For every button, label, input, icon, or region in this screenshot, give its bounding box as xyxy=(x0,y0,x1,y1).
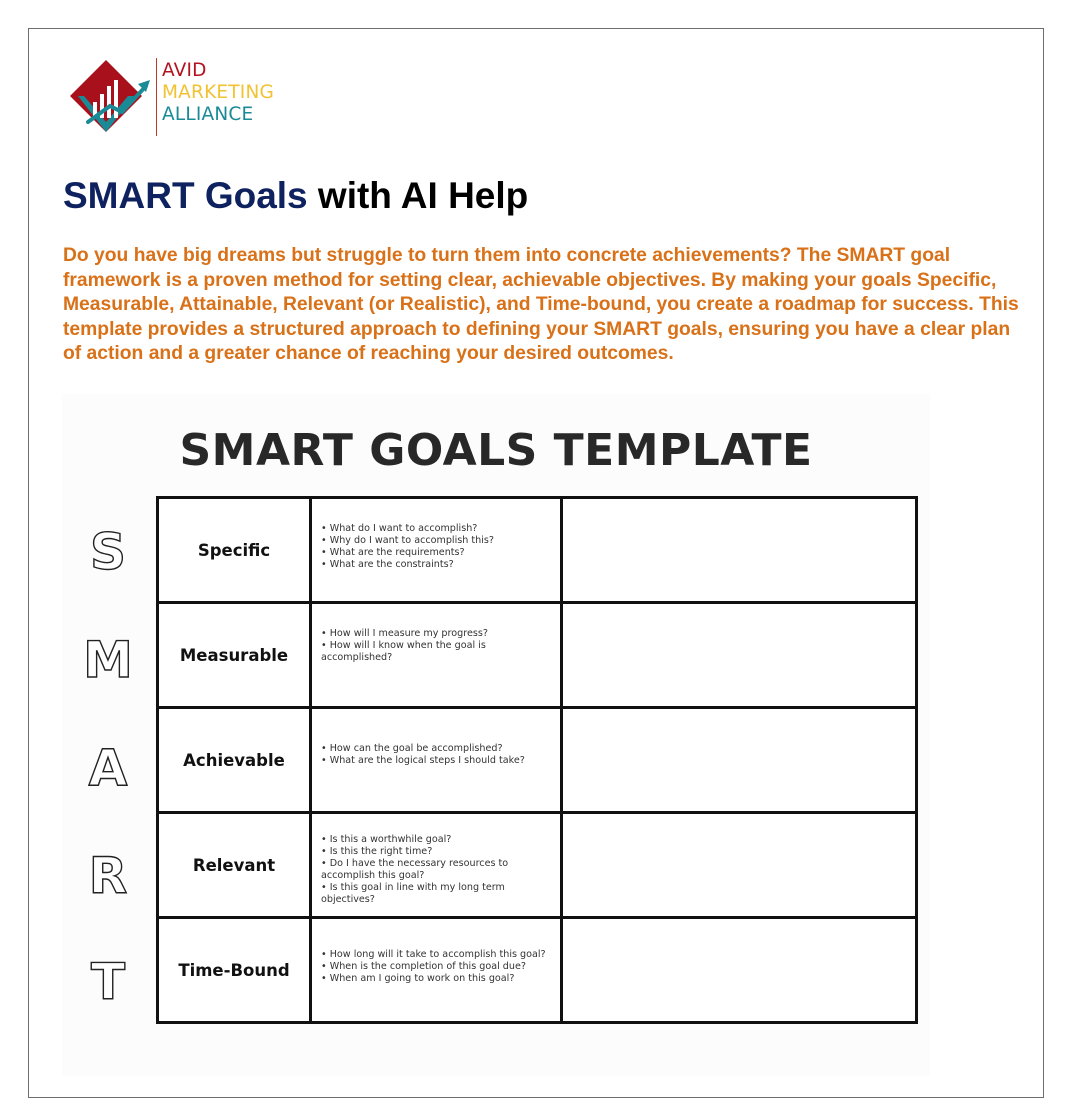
table-row xyxy=(158,498,917,603)
logo-wordmark xyxy=(162,60,274,126)
letter-r: R xyxy=(88,847,128,905)
intro-paragraph: Do you have big dreams but struggle to turn them into concrete achievements? The SMART goal framework is a proven method for setting clear, achievable objectives. By making your goals Specific, Measurable, Attainable, Relevant (or Realistic), and Time-bound, you create a roadmap for success. This template provides a structured approach to defining your SMART goals, ensuring you have a clear plan of action and a greater chance of reaching your desired outcomes. xyxy=(63,245,1019,364)
row-label: Time-Bound xyxy=(158,918,311,1023)
logo-divider xyxy=(156,58,157,136)
logo-line-avid: AVID xyxy=(162,60,207,81)
logo-mark-icon xyxy=(66,56,154,140)
prompt-cell xyxy=(311,708,562,813)
list-item: • Do I have the necessary resources to accomplish this goal? xyxy=(321,858,552,882)
list-item: • How will I know when the goal is accomplished? xyxy=(321,640,552,664)
answer-cell-measurable[interactable] xyxy=(562,603,917,708)
answer-cell-specific[interactable] xyxy=(562,498,917,603)
row-label: Specific xyxy=(158,498,311,603)
prompt-list xyxy=(312,709,560,767)
prompt-list xyxy=(312,604,560,664)
prompt-list xyxy=(312,919,560,985)
row-label: Relevant xyxy=(158,813,311,918)
list-item: • When is the completion of this goal due? xyxy=(321,961,552,973)
list-item: • What are the logical steps I should take? xyxy=(321,755,552,767)
page-title-accent: SMART Goals xyxy=(63,175,308,216)
smart-goals-template-image xyxy=(62,394,930,1076)
list-item: • Is this goal in line with my long term objectives? xyxy=(321,882,552,906)
prompt-list xyxy=(312,499,560,571)
list-item: • What do I want to accomplish? xyxy=(321,523,552,535)
list-item: • Why do I want to accomplish this? xyxy=(321,535,552,547)
smart-goals-table xyxy=(156,496,918,1024)
list-item: • What are the requirements? xyxy=(321,547,552,559)
page-title-rest: with AI Help xyxy=(317,175,529,216)
list-item: • How will I measure my progress? xyxy=(321,628,552,640)
prompt-cell xyxy=(311,498,562,603)
table-row xyxy=(158,708,917,813)
table-row xyxy=(158,603,917,708)
answer-cell-relevant[interactable] xyxy=(562,813,917,918)
prompt-cell xyxy=(311,813,562,918)
page-title xyxy=(63,172,528,220)
list-item: • Is this the right time? xyxy=(321,846,552,858)
row-label: Measurable xyxy=(158,603,311,708)
letter-t: T xyxy=(90,953,126,1011)
row-label: Achievable xyxy=(158,708,311,813)
prompt-list xyxy=(312,814,560,906)
list-item: • When am I going to work on this goal? xyxy=(321,973,552,985)
prompt-cell xyxy=(311,918,562,1023)
table-row xyxy=(158,918,917,1023)
letter-a: A xyxy=(88,739,128,797)
logo-line-marketing: MARKETING xyxy=(162,82,275,103)
letter-m: M xyxy=(83,631,133,689)
template-title: SMART GOALS TEMPLATE xyxy=(179,425,813,476)
answer-cell-achievable[interactable] xyxy=(562,708,917,813)
list-item: • How can the goal be accomplished? xyxy=(321,743,552,755)
letter-s: S xyxy=(89,523,126,581)
answer-cell-time-bound[interactable] xyxy=(562,918,917,1023)
logo-line-alliance: ALLIANCE xyxy=(162,104,254,125)
table-row xyxy=(158,813,917,918)
list-item: • How long will it take to accomplish this goal? xyxy=(321,949,552,961)
list-item: • Is this a worthwhile goal? xyxy=(321,834,552,846)
company-logo xyxy=(66,56,306,140)
list-item: • What are the constraints? xyxy=(321,559,552,571)
prompt-cell xyxy=(311,603,562,708)
